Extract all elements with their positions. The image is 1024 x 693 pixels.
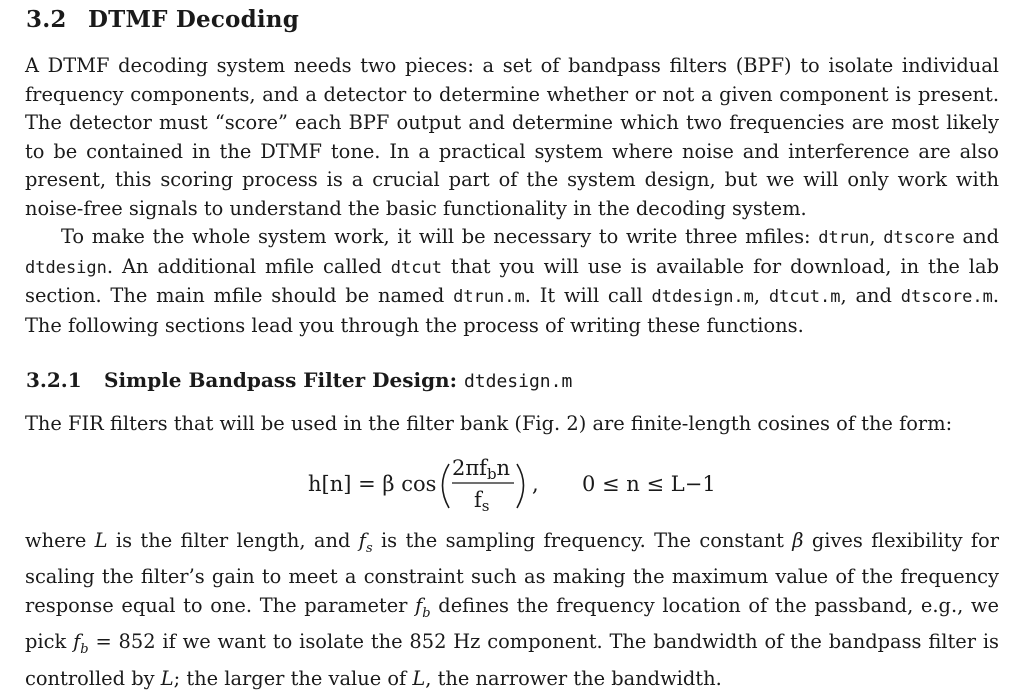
var-fb: $f_b$ [415, 593, 431, 621]
section-heading [26, 6, 299, 33]
var-fs: $f_s$ [358, 529, 373, 556]
code-dtrun-m: dtrun.m [453, 287, 525, 307]
left-paren [443, 464, 450, 508]
code-dtscore-m: dtscore.m [900, 287, 993, 307]
var-beta: β [792, 529, 804, 552]
p2-text-2: , [869, 225, 884, 248]
code-dtcut-m: dtcut.m [768, 287, 841, 307]
code-dtrun: dtrun [818, 228, 870, 248]
paragraph-4-wrap [25, 527, 999, 693]
var-L: L [94, 529, 108, 552]
subsection-code: dtdesign.m [463, 371, 573, 392]
var-L-3: L [412, 666, 426, 690]
intro-text [25, 52, 999, 340]
equation [0, 450, 1024, 520]
var-fb-2: $f_b$ [73, 630, 89, 658]
paragraph-1: A DTMF decoding system needs two pieces: a set of bandpass filters (BPF) to isolate individual frequency components, and a detector to determine whether or not a given component is present. The detector must “score” each BPF output and determine which two frequencies are most likely to be contained in the DTMF tone. In a practical system where noise and interference are also present, this scoring process is a crucial part of the system design, but we will only work with noise-free signals to understand the basic functionality in the decoding system. [25, 54, 999, 220]
section-number: 3.2 [26, 6, 67, 33]
paragraph-2 [25, 223, 999, 340]
equation-denominator: fs [474, 488, 490, 515]
equation-lhs: h[n] = β cos [308, 472, 437, 496]
code-dtdesign-m: dtdesign.m [651, 287, 754, 307]
equation-numerator: 2πfbn [452, 456, 511, 483]
p2-text-1: To make the whole system work, it will be necessary to write three mfiles: [61, 225, 819, 248]
code-dtdesign: dtdesign [25, 257, 107, 278]
p2-text-5: that you will use is available for download, in the lab section. The main mfile should be named [25, 254, 999, 307]
p2-text-6: . It will call [524, 284, 652, 307]
p2-text-9: . The following sections lead you through the process of writing these functions. [25, 284, 1000, 337]
section-title: DTMF Decoding [88, 6, 300, 33]
equation-comma: , [532, 472, 539, 496]
right-paren [517, 464, 524, 508]
paragraph-4: where L is the filter length, and $f_s$ is the sampling frequency. The constant β gives flexibility for scaling the filter’s gain to meet a constraint such as making the maximum value of the frequency response equal to one. The parameter $f_b$ defines the frequency location of the passband, e.g., we pick $f_b = 852$ if we want to isolate the 852 Hz component. The bandwidth of the bandpass filter is controlled by L; the larger the value of L, the narrower the bandwidth. [25, 529, 1000, 690]
paragraph-3: The FIR filters that will be used in the filter bank (Fig. 2) are finite-length cosines of the form: [25, 412, 953, 435]
subsection-number: 3.2.1 [26, 368, 82, 392]
p2-text-3: and [954, 225, 999, 248]
var-L-2: L [160, 666, 174, 690]
p2-text-8: , and [840, 284, 901, 307]
code-dtscore: dtscore [883, 228, 955, 248]
equation-svg [0, 450, 1024, 520]
p2-text-7: , [753, 284, 769, 307]
code-dtcut: dtcut [390, 257, 442, 278]
equation-range: 0 ≤ n ≤ L−1 [582, 472, 716, 496]
paragraph-3-wrap [25, 410, 999, 439]
subsection-title: Simple Bandpass Filter Design: [104, 368, 464, 392]
subsection-heading [26, 368, 572, 392]
p2-text-4: . An additional mfile called [106, 254, 391, 278]
